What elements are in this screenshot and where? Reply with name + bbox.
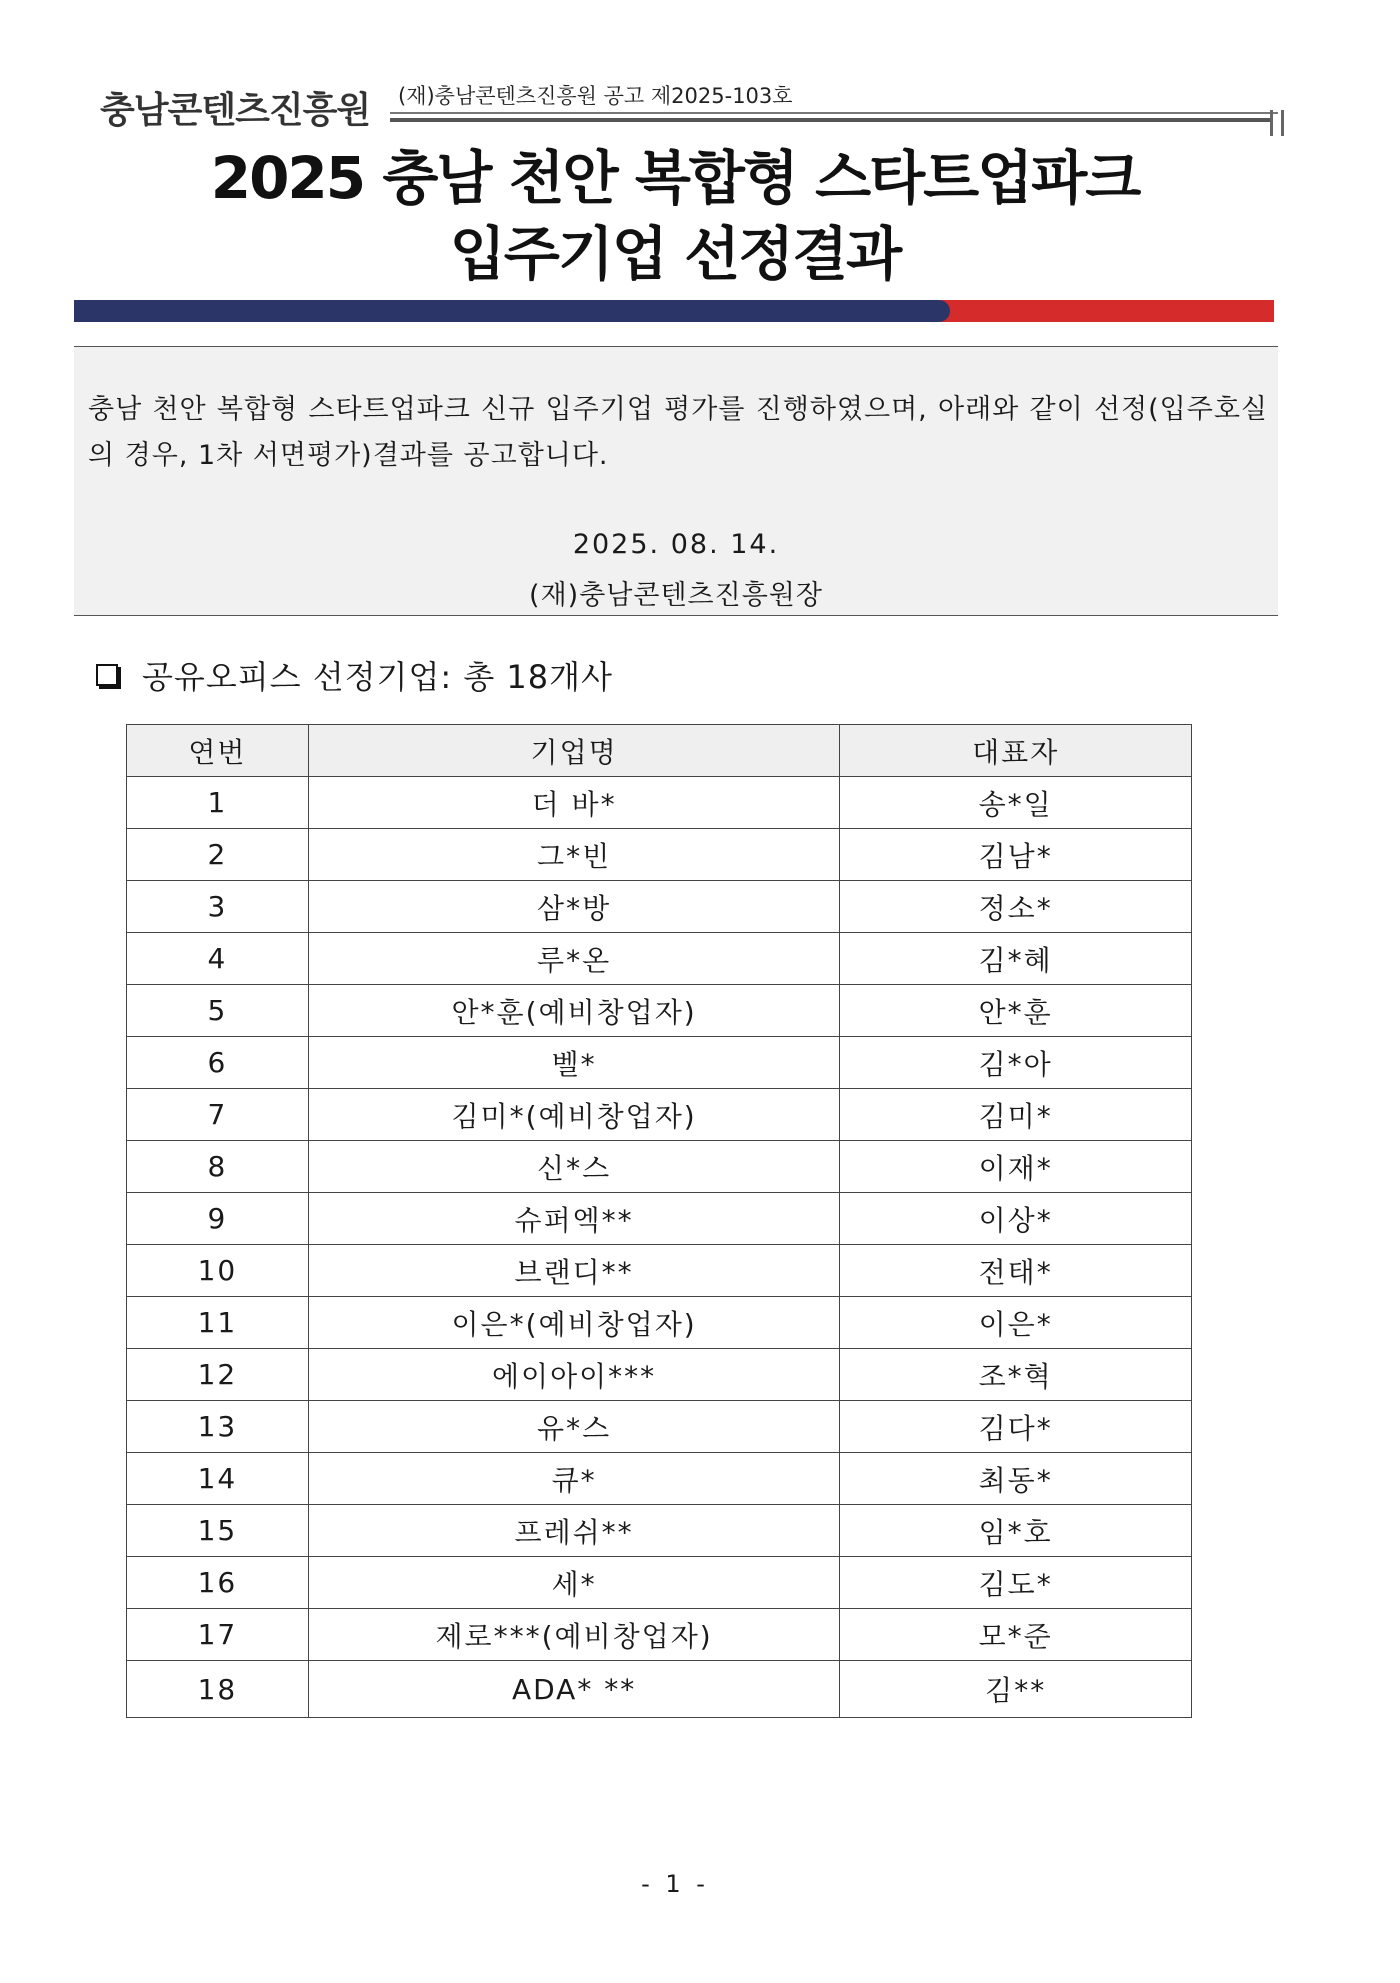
row-number-cell: 15 [127, 1505, 309, 1557]
representative-cell: 김** [840, 1661, 1192, 1718]
representative-cell: 김다* [840, 1401, 1192, 1453]
company-name-cell: 슈퍼엑** [308, 1193, 840, 1245]
company-name-cell: 안*훈(예비창업자) [308, 985, 840, 1037]
company-name-cell: 에이아이*** [308, 1349, 840, 1401]
page-number: - 1 - [641, 1870, 709, 1898]
table-row [127, 777, 1192, 829]
table-row [127, 1609, 1192, 1661]
section-heading [96, 652, 613, 698]
company-name-cell: 유*스 [308, 1401, 840, 1453]
header-corner-mark [1270, 110, 1284, 136]
table-row [127, 881, 1192, 933]
row-number-cell: 10 [127, 1245, 309, 1297]
row-number-cell: 2 [127, 829, 309, 881]
notice-number: (재)충남콘텐츠진흥원 공고 제2025-103호 [398, 84, 793, 108]
representative-cell: 안*훈 [840, 985, 1192, 1037]
table-row [127, 1037, 1192, 1089]
document-title [0, 140, 1350, 292]
company-name-cell: 제로***(예비창업자) [308, 1609, 840, 1661]
representative-cell: 조*혁 [840, 1349, 1192, 1401]
representative-cell: 정소* [840, 881, 1192, 933]
company-name-cell: 더 바* [308, 777, 840, 829]
table-header-cell: 기업명 [308, 725, 840, 777]
table-header-cell: 대표자 [840, 725, 1192, 777]
representative-cell: 임*호 [840, 1505, 1192, 1557]
row-number-cell: 6 [127, 1037, 309, 1089]
company-name-cell: 벨* [308, 1037, 840, 1089]
title-underline-blue [74, 300, 950, 322]
representative-cell: 송*일 [840, 777, 1192, 829]
representative-cell: 전태* [840, 1245, 1192, 1297]
representative-cell: 김미* [840, 1089, 1192, 1141]
header-rule [390, 112, 1278, 114]
notice-date: 2025. 08. 14. [572, 529, 780, 560]
row-number-cell: 9 [127, 1193, 309, 1245]
company-name-cell: 브랜디** [308, 1245, 840, 1297]
company-name-cell: ADA* ** [308, 1661, 840, 1718]
title-underline-red [940, 300, 1274, 322]
table-row [127, 1401, 1192, 1453]
table-row [127, 1245, 1192, 1297]
row-number-cell: 3 [127, 881, 309, 933]
representative-cell: 김도* [840, 1557, 1192, 1609]
row-number-cell: 8 [127, 1141, 309, 1193]
table-row [127, 1453, 1192, 1505]
table-header-cell: 연번 [127, 725, 309, 777]
company-name-cell: 그*빈 [308, 829, 840, 881]
representative-cell: 이은* [840, 1297, 1192, 1349]
row-number-cell: 14 [127, 1453, 309, 1505]
company-name-cell: 루*온 [308, 933, 840, 985]
representative-cell: 모*준 [840, 1609, 1192, 1661]
title-line-1: 2025 충남 천안 복합형 스타트업파크 [210, 144, 1140, 212]
row-number-cell: 11 [127, 1297, 309, 1349]
row-number-cell: 12 [127, 1349, 309, 1401]
company-name-cell: 신*스 [308, 1141, 840, 1193]
section-heading-text: 공유오피스 선정기업: 총 18개사 [142, 658, 613, 696]
table-row [127, 1297, 1192, 1349]
table-row [127, 933, 1192, 985]
notice-signature: (재)충남콘텐츠진흥원장 [529, 580, 823, 611]
company-name-cell: 이은*(예비창업자) [308, 1297, 840, 1349]
row-number-cell: 17 [127, 1609, 309, 1661]
table-row [127, 1505, 1192, 1557]
representative-cell: 이상* [840, 1193, 1192, 1245]
representative-cell: 김남* [840, 829, 1192, 881]
notice-body: 충남 천안 복합형 스타트업파크 신규 입주기업 평가를 진행하였으며, 아래와 같이 선정(입주호실의 경우, 1차 서면평가)결과를 공고합니다. [88, 394, 1268, 471]
row-number-cell: 18 [127, 1661, 309, 1718]
row-number-cell: 5 [127, 985, 309, 1037]
representative-cell: 최동* [840, 1453, 1192, 1505]
table-row [127, 1349, 1192, 1401]
selection-table [126, 724, 1192, 1718]
company-name-cell: 큐* [308, 1453, 840, 1505]
table-row [127, 1661, 1192, 1718]
table-row [127, 1141, 1192, 1193]
row-number-cell: 16 [127, 1557, 309, 1609]
row-number-cell: 4 [127, 933, 309, 985]
company-name-cell: 세* [308, 1557, 840, 1609]
row-number-cell: 7 [127, 1089, 309, 1141]
table-row [127, 985, 1192, 1037]
table-row [127, 829, 1192, 881]
company-name-cell: 삼*방 [308, 881, 840, 933]
company-name-cell: 김미*(예비창업자) [308, 1089, 840, 1141]
notice-box [74, 346, 1278, 616]
title-line-2: 입주기업 선정결과 [449, 220, 901, 288]
representative-cell: 김*혜 [840, 933, 1192, 985]
representative-cell: 김*아 [840, 1037, 1192, 1089]
table-row [127, 1557, 1192, 1609]
table-row [127, 1193, 1192, 1245]
square-bullet-icon [96, 664, 118, 686]
row-number-cell: 1 [127, 777, 309, 829]
table-header-row [127, 725, 1192, 777]
row-number-cell: 13 [127, 1401, 309, 1453]
header-rule-thick [390, 118, 1270, 122]
org-logo: 충남콘텐츠진흥원 [100, 90, 371, 131]
table-row [127, 1089, 1192, 1141]
company-name-cell: 프레쉬** [308, 1505, 840, 1557]
representative-cell: 이재* [840, 1141, 1192, 1193]
